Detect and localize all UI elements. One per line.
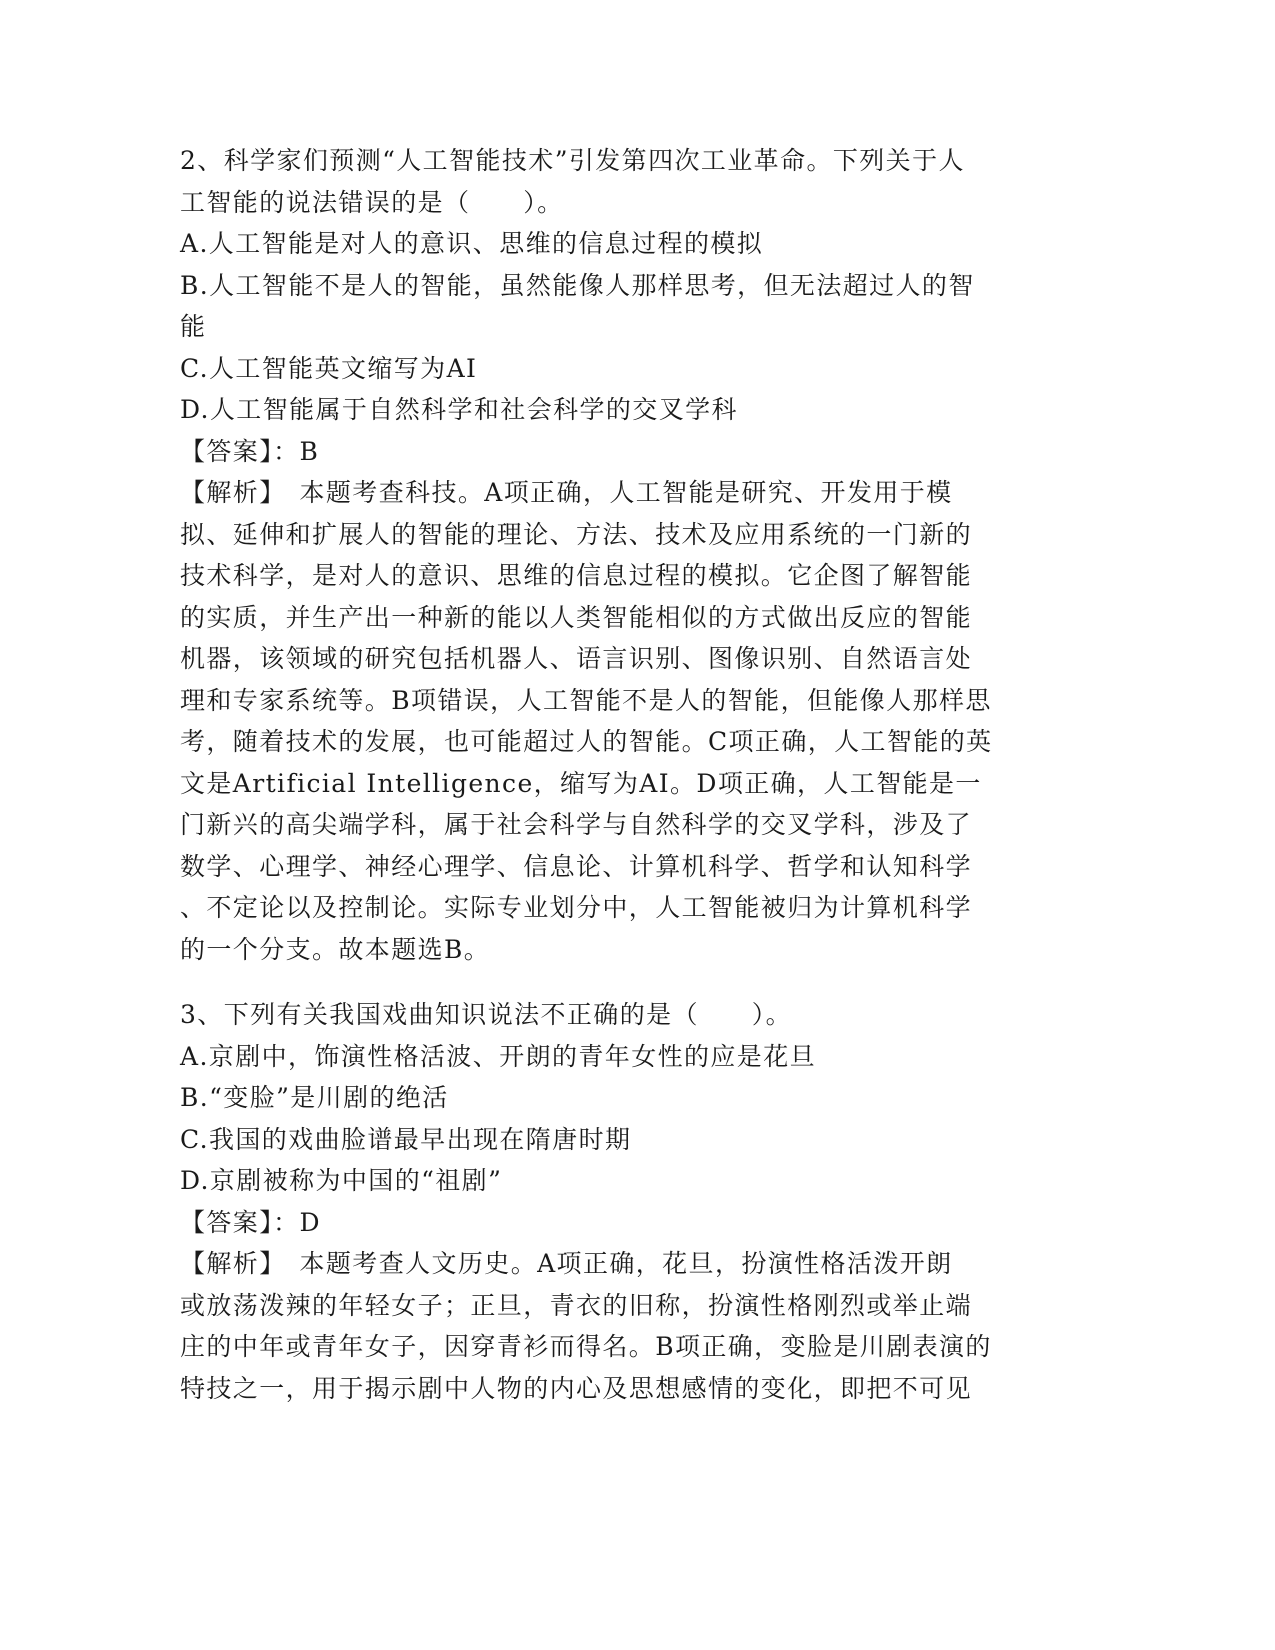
answer-line: 【答案】：D	[180, 1207, 321, 1237]
option-d: D.人工智能属于自然科学和社会科学的交叉学科	[180, 395, 738, 424]
document-page	[180, 140, 1060, 1409]
analysis-line: 特技之一，用于揭示剧中人物的内心及思想感情的变化，即把不可见	[180, 1373, 973, 1403]
question-stem-line: 工智能的说法错误的是（ ）。	[180, 187, 564, 217]
answer-line: 【答案】：B	[180, 436, 320, 466]
option-b-continued: 能	[180, 312, 207, 341]
option-a: A.京剧中，饰演性格活波、开朗的青年女性的应是花旦	[180, 1041, 817, 1071]
analysis-line: 的一个分支。故本题选B。	[180, 934, 491, 964]
analysis-line: 【解析】 本题考查科技。A项正确，人工智能是研究、开发用于模	[180, 478, 953, 507]
analysis-line: 机器，该领域的研究包括机器人、语言识别、图像识别、自然语言处	[180, 644, 973, 673]
analysis-line: 考，随着技术的发展，也可能超过人的智能。C项正确，人工智能的英	[180, 727, 993, 756]
analysis-line: 理和专家系统等。B项错误，人工智能不是人的智能，但能像人那样思	[180, 685, 992, 715]
analysis-line: 文是Artificial Intelligence，缩写为AI。D项正确，人工智能是一	[180, 768, 982, 798]
analysis-line: 门新兴的高尖端学科，属于社会科学与自然科学的交叉学科，涉及了	[180, 810, 973, 839]
option-b: B.“变脸”是川剧的绝活	[180, 1083, 449, 1112]
option-d: D.京剧被称为中国的“祖剧”	[180, 1166, 503, 1195]
analysis-line: 、不定论以及控制论。实际专业划分中，人工智能被归为计算机科学	[180, 893, 973, 922]
question-stem-line: 3、下列有关我国戏曲知识说法不正确的是（ ）。	[180, 1000, 793, 1029]
analysis-line: 【解析】 本题考查人文历史。A项正确，花旦，扮演性格活泼开朗	[180, 1249, 953, 1278]
analysis-line: 数学、心理学、神经心理学、信息论、计算机科学、哲学和认知科学	[180, 851, 973, 881]
analysis-line: 拟、延伸和扩展人的智能的理论、方法、技术及应用系统的一门新的	[180, 519, 973, 549]
option-c: C.我国的戏曲脸谱最早出现在隋唐时期	[180, 1124, 632, 1154]
analysis-line: 或放荡泼辣的年轻女子；正旦，青衣的旧称，扮演性格刚烈或举止端	[180, 1290, 973, 1320]
analysis-line: 庄的中年或青年女子，因穿青衫而得名。B项正确，变脸是川剧表演的	[180, 1332, 992, 1361]
question-spacer	[180, 970, 1060, 994]
question-3	[180, 994, 1060, 1409]
question-stem-line: 2、科学家们预测“人工智能技术”引发第四次工业革命。下列关于人	[180, 146, 965, 175]
option-a: A.人工智能是对人的意识、思维的信息过程的模拟	[180, 229, 764, 258]
analysis-line: 技术科学，是对人的意识、思维的信息过程的模拟。它企图了解智能	[180, 561, 973, 590]
option-c: C.人工智能英文缩写为AI	[180, 353, 478, 383]
analysis-line: 的实质，并生产出一种新的能以人类智能相似的方式做出反应的智能	[180, 602, 973, 632]
option-b: B.人工智能不是人的智能，虽然能像人那样思考，但无法超过人的智	[180, 270, 975, 300]
question-2	[180, 140, 1060, 970]
